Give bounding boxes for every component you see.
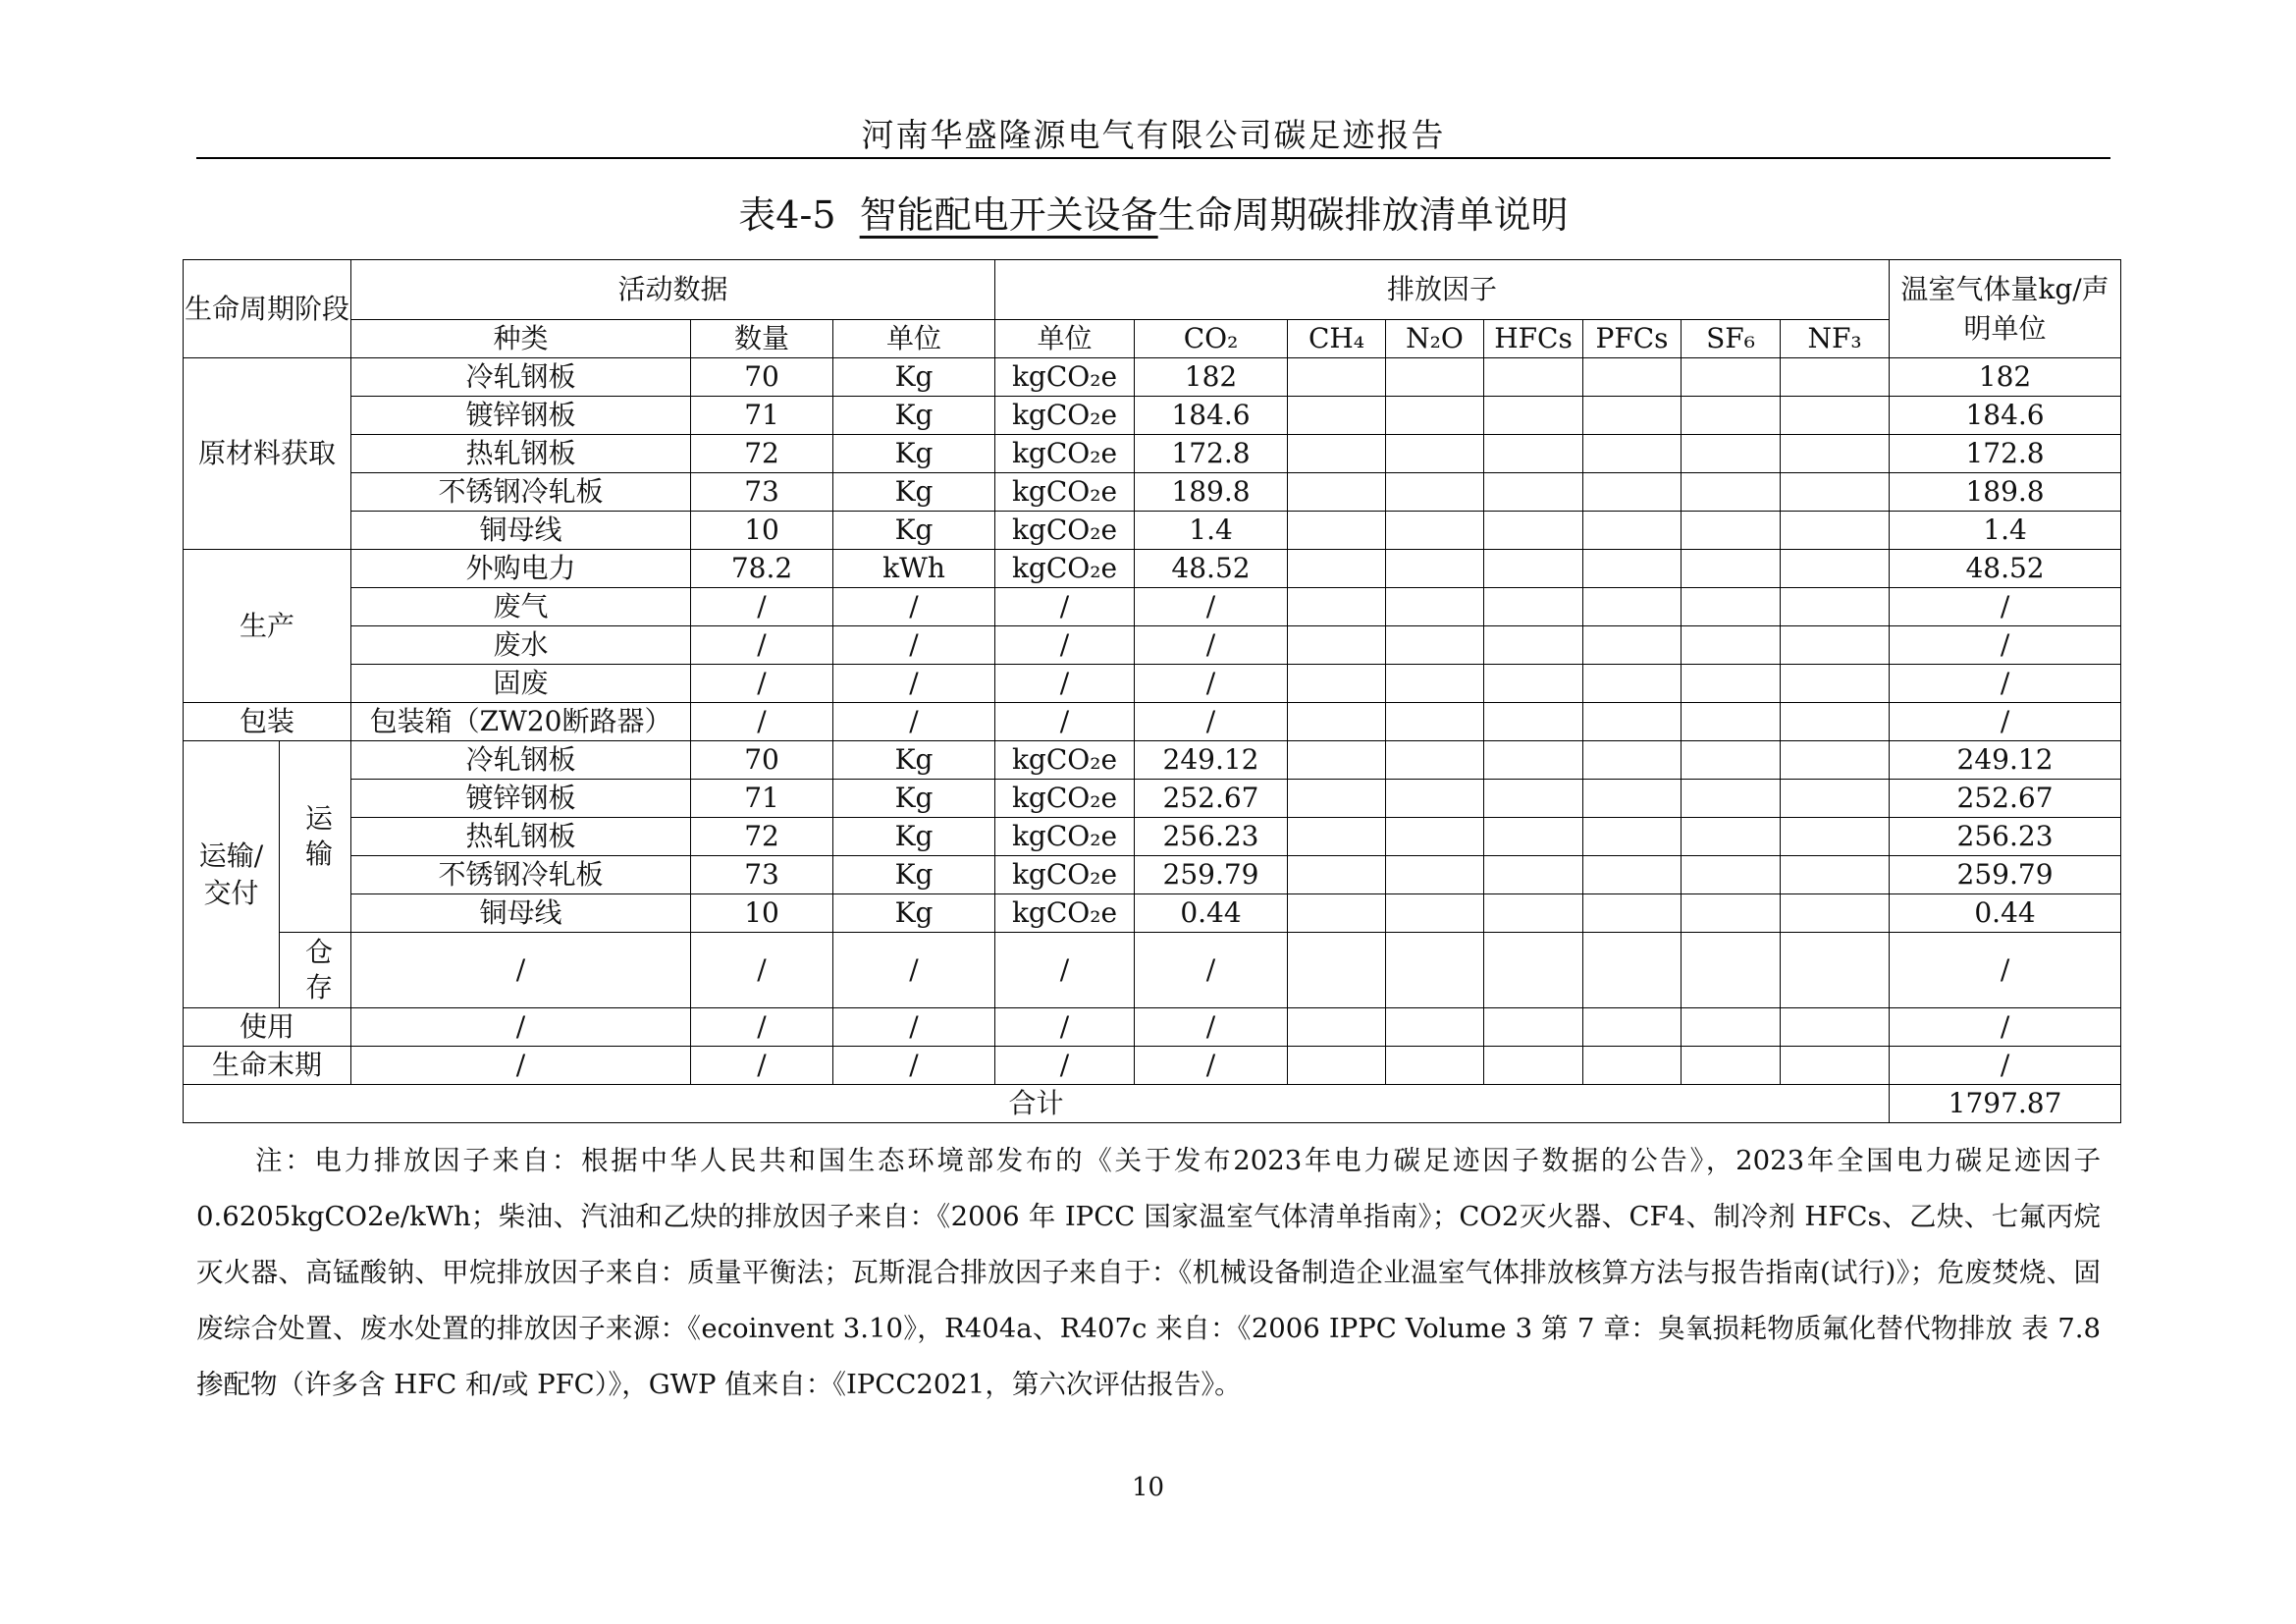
production-row-gas-empty xyxy=(1288,626,1386,665)
header-factor-unit: 单位 xyxy=(995,320,1135,358)
table-row xyxy=(184,588,2121,626)
raw-row-gas-empty xyxy=(1781,512,1890,550)
raw-row-unit: Kg xyxy=(833,512,995,550)
production-row-total: 48.52 xyxy=(1890,550,2121,588)
transport-row-gas-empty xyxy=(1781,894,1890,933)
table-row xyxy=(184,473,2121,512)
production-row-gas-empty xyxy=(1583,626,1682,665)
raw-row-gas-empty xyxy=(1484,473,1583,512)
transport-row-gas-empty xyxy=(1484,894,1583,933)
raw-row-gas-empty xyxy=(1484,512,1583,550)
production-row-factor-unit: / xyxy=(995,626,1135,665)
transport-row-gas-empty xyxy=(1386,894,1484,933)
packaging-row-gas-empty xyxy=(1583,703,1682,741)
raw-row-gas-empty xyxy=(1682,435,1781,473)
storage-row-gas-empty xyxy=(1288,933,1386,1008)
table-row xyxy=(184,818,2121,856)
raw-row-qty: 70 xyxy=(691,358,833,397)
transport-row-gas-empty xyxy=(1781,780,1890,818)
production-row-co2: / xyxy=(1135,626,1288,665)
end-of-life-row-unit: / xyxy=(833,1047,995,1085)
end-of-life-row-gas-empty xyxy=(1781,1047,1890,1085)
production-row-gas-empty xyxy=(1583,665,1682,703)
page-number: 10 xyxy=(1131,1473,1165,1502)
raw-row-unit: Kg xyxy=(833,473,995,512)
transport-row-factor-unit: kgCO₂e xyxy=(995,894,1135,933)
storage-row-factor-unit: / xyxy=(995,933,1135,1008)
transport-row-kind: 不锈钢冷轧板 xyxy=(351,856,691,894)
production-row-gas-empty xyxy=(1781,665,1890,703)
raw-row-gas-empty xyxy=(1288,358,1386,397)
table-row xyxy=(184,856,2121,894)
table-row xyxy=(184,1047,2121,1085)
stage-end-of-life: 生命末期 xyxy=(184,1047,351,1085)
transport-row-gas-empty xyxy=(1288,894,1386,933)
transport-row-kind: 热轧钢板 xyxy=(351,818,691,856)
raw-row-gas-empty xyxy=(1781,473,1890,512)
production-row-gas-empty xyxy=(1484,665,1583,703)
table-title xyxy=(196,185,2110,239)
production-row-gas-empty xyxy=(1386,550,1484,588)
table-row xyxy=(184,626,2121,665)
stage-raw-materials: 原材料获取 xyxy=(184,358,351,550)
transport-row-qty: 73 xyxy=(691,856,833,894)
page-header: 河南华盛隆源电气有限公司碳足迹报告 xyxy=(861,116,1446,154)
header-nf3: NF₃ xyxy=(1781,320,1890,358)
transport-row-gas-empty xyxy=(1288,818,1386,856)
transport-row-gas-empty xyxy=(1583,856,1682,894)
end-of-life-row-factor-unit: / xyxy=(995,1047,1135,1085)
production-row-unit: / xyxy=(833,588,995,626)
table-row xyxy=(184,665,2121,703)
raw-row-factor-unit: kgCO₂e xyxy=(995,473,1135,512)
production-row-qty: 78.2 xyxy=(691,550,833,588)
transport-row-unit: Kg xyxy=(833,741,995,780)
header-factor: 排放因子 xyxy=(995,260,1890,320)
header-pfcs: PFCs xyxy=(1583,320,1682,358)
packaging-row-co2: / xyxy=(1135,703,1288,741)
end-of-life-row-gas-empty xyxy=(1386,1047,1484,1085)
use-row-gas-empty xyxy=(1583,1008,1682,1047)
transport-row-gas-empty xyxy=(1583,741,1682,780)
header-n2o: N₂O xyxy=(1386,320,1484,358)
transport-row-gas-empty xyxy=(1484,856,1583,894)
transport-row-gas-empty xyxy=(1682,818,1781,856)
packaging-row-gas-empty xyxy=(1288,703,1386,741)
production-row-total: / xyxy=(1890,588,2121,626)
storage-row-kind: / xyxy=(351,933,691,1008)
raw-row-gas-empty xyxy=(1386,512,1484,550)
header-ch4: CH₄ xyxy=(1288,320,1386,358)
header-unit: 单位 xyxy=(833,320,995,358)
transport-row-qty: 10 xyxy=(691,894,833,933)
stage-transport-delivery: 运输/交付 xyxy=(184,741,280,1008)
production-row-factor-unit: kgCO₂e xyxy=(995,550,1135,588)
raw-row-gas-empty xyxy=(1682,397,1781,435)
raw-row-kind: 铜母线 xyxy=(351,512,691,550)
stage-use: 使用 xyxy=(184,1008,351,1047)
use-row-gas-empty xyxy=(1386,1008,1484,1047)
use-row-co2: / xyxy=(1135,1008,1288,1047)
end-of-life-row-gas-empty xyxy=(1583,1047,1682,1085)
transport-row-gas-empty xyxy=(1288,856,1386,894)
table-row xyxy=(184,550,2121,588)
table-title-suffix: 生命周期碳排放清单说明 xyxy=(1157,193,1569,237)
raw-row-factor-unit: kgCO₂e xyxy=(995,512,1135,550)
end-of-life-row-total: / xyxy=(1890,1047,2121,1085)
production-row-gas-empty xyxy=(1288,550,1386,588)
transport-row-total: 0.44 xyxy=(1890,894,2121,933)
use-row-gas-empty xyxy=(1682,1008,1781,1047)
raw-row-total: 189.8 xyxy=(1890,473,2121,512)
storage-row-unit: / xyxy=(833,933,995,1008)
transport-row-co2: 252.67 xyxy=(1135,780,1288,818)
transport-row-total: 252.67 xyxy=(1890,780,2121,818)
raw-row-co2: 184.6 xyxy=(1135,397,1288,435)
table-row xyxy=(184,397,2121,435)
raw-row-gas-empty xyxy=(1484,435,1583,473)
transport-row-gas-empty xyxy=(1682,894,1781,933)
storage-row-qty: / xyxy=(691,933,833,1008)
transport-row-co2: 249.12 xyxy=(1135,741,1288,780)
raw-row-total: 172.8 xyxy=(1890,435,2121,473)
raw-row-gas-empty xyxy=(1781,358,1890,397)
carbon-inventory-table xyxy=(183,259,2121,1123)
raw-row-gas-empty xyxy=(1682,512,1781,550)
transport-row-co2: 256.23 xyxy=(1135,818,1288,856)
transport-row-unit: Kg xyxy=(833,780,995,818)
raw-row-unit: Kg xyxy=(833,358,995,397)
packaging-row-qty: / xyxy=(691,703,833,741)
use-row-gas-empty xyxy=(1781,1008,1890,1047)
raw-row-total: 182 xyxy=(1890,358,2121,397)
raw-row-gas-empty xyxy=(1288,512,1386,550)
packaging-row-total: / xyxy=(1890,703,2121,741)
raw-row-unit: Kg xyxy=(833,435,995,473)
transport-row-gas-empty xyxy=(1583,818,1682,856)
production-row-gas-empty xyxy=(1288,665,1386,703)
raw-row-unit: Kg xyxy=(833,397,995,435)
raw-row-gas-empty xyxy=(1781,435,1890,473)
table-title-product: 智能配电开关设备 xyxy=(859,193,1158,237)
use-row-factor-unit: / xyxy=(995,1008,1135,1047)
use-row-unit: / xyxy=(833,1008,995,1047)
production-row-gas-empty xyxy=(1583,588,1682,626)
transport-row-gas-empty xyxy=(1386,780,1484,818)
table-row xyxy=(184,435,2121,473)
table-row xyxy=(184,703,2121,741)
transport-row-qty: 71 xyxy=(691,780,833,818)
transport-row-co2: 259.79 xyxy=(1135,856,1288,894)
raw-row-kind: 不锈钢冷轧板 xyxy=(351,473,691,512)
production-row-kind: 废气 xyxy=(351,588,691,626)
raw-row-gas-empty xyxy=(1386,435,1484,473)
production-row-kind: 固废 xyxy=(351,665,691,703)
transport-row-factor-unit: kgCO₂e xyxy=(995,741,1135,780)
production-row-gas-empty xyxy=(1386,588,1484,626)
table-row xyxy=(184,512,2121,550)
transport-row-gas-empty xyxy=(1781,741,1890,780)
header-qty: 数量 xyxy=(691,320,833,358)
table-row xyxy=(184,933,2121,1008)
transport-row-gas-empty xyxy=(1583,894,1682,933)
sub-stage-storage: 仓存 xyxy=(280,933,351,1008)
transport-row-gas-empty xyxy=(1386,856,1484,894)
table-row xyxy=(184,741,2121,780)
table-total-row xyxy=(184,1085,2121,1123)
raw-row-kind: 镀锌钢板 xyxy=(351,397,691,435)
end-of-life-row-gas-empty xyxy=(1288,1047,1386,1085)
production-row-factor-unit: / xyxy=(995,665,1135,703)
use-row-gas-empty xyxy=(1484,1008,1583,1047)
production-row-gas-empty xyxy=(1288,588,1386,626)
packaging-row-gas-empty xyxy=(1781,703,1890,741)
production-row-gas-empty xyxy=(1583,550,1682,588)
transport-row-qty: 72 xyxy=(691,818,833,856)
transport-row-factor-unit: kgCO₂e xyxy=(995,818,1135,856)
raw-row-co2: 1.4 xyxy=(1135,512,1288,550)
transport-row-co2: 0.44 xyxy=(1135,894,1288,933)
storage-row-gas-empty xyxy=(1386,933,1484,1008)
table-row xyxy=(184,894,2121,933)
raw-row-gas-empty xyxy=(1288,435,1386,473)
raw-row-gas-empty xyxy=(1583,512,1682,550)
header-rule xyxy=(196,157,2110,159)
table-title-prefix: 表4-5 xyxy=(738,193,860,237)
production-row-gas-empty xyxy=(1484,550,1583,588)
raw-row-gas-empty xyxy=(1386,358,1484,397)
production-row-gas-empty xyxy=(1682,626,1781,665)
packaging-row-unit: / xyxy=(833,703,995,741)
transport-row-gas-empty xyxy=(1288,780,1386,818)
end-of-life-row-kind: / xyxy=(351,1047,691,1085)
raw-row-co2: 172.8 xyxy=(1135,435,1288,473)
transport-row-gas-empty xyxy=(1386,741,1484,780)
raw-row-factor-unit: kgCO₂e xyxy=(995,435,1135,473)
production-row-unit: / xyxy=(833,665,995,703)
storage-row-co2: / xyxy=(1135,933,1288,1008)
header-co2: CO₂ xyxy=(1135,320,1288,358)
raw-row-gas-empty xyxy=(1288,473,1386,512)
raw-row-gas-empty xyxy=(1682,358,1781,397)
use-row-kind: / xyxy=(351,1008,691,1047)
transport-row-gas-empty xyxy=(1484,780,1583,818)
transport-row-gas-empty xyxy=(1682,741,1781,780)
production-row-gas-empty xyxy=(1682,550,1781,588)
production-row-gas-empty xyxy=(1781,550,1890,588)
header-activity: 活动数据 xyxy=(351,260,995,320)
production-row-gas-empty xyxy=(1781,626,1890,665)
total-value: 1797.87 xyxy=(1890,1085,2121,1123)
header-ghg: 温室气体量kg/声明单位 xyxy=(1890,260,2121,358)
transport-row-total: 259.79 xyxy=(1890,856,2121,894)
transport-row-total: 249.12 xyxy=(1890,741,2121,780)
production-row-kind: 外购电力 xyxy=(351,550,691,588)
storage-row-gas-empty xyxy=(1682,933,1781,1008)
raw-row-qty: 71 xyxy=(691,397,833,435)
transport-row-kind: 镀锌钢板 xyxy=(351,780,691,818)
transport-row-kind: 铜母线 xyxy=(351,894,691,933)
transport-row-unit: Kg xyxy=(833,856,995,894)
use-row-total: / xyxy=(1890,1008,2121,1047)
header-sf6: SF₆ xyxy=(1682,320,1781,358)
raw-row-gas-empty xyxy=(1288,397,1386,435)
packaging-row-gas-empty xyxy=(1682,703,1781,741)
raw-row-co2: 182 xyxy=(1135,358,1288,397)
transport-row-total: 256.23 xyxy=(1890,818,2121,856)
transport-row-factor-unit: kgCO₂e xyxy=(995,856,1135,894)
transport-row-gas-empty xyxy=(1583,780,1682,818)
transport-row-kind: 冷轧钢板 xyxy=(351,741,691,780)
raw-row-kind: 冷轧钢板 xyxy=(351,358,691,397)
raw-row-gas-empty xyxy=(1781,397,1890,435)
header-hfcs: HFCs xyxy=(1484,320,1583,358)
end-of-life-row-qty: / xyxy=(691,1047,833,1085)
raw-row-total: 184.6 xyxy=(1890,397,2121,435)
production-row-qty: / xyxy=(691,665,833,703)
end-of-life-row-co2: / xyxy=(1135,1047,1288,1085)
header-kind: 种类 xyxy=(351,320,691,358)
raw-row-gas-empty xyxy=(1386,397,1484,435)
transport-row-unit: Kg xyxy=(833,894,995,933)
stage-packaging: 包装 xyxy=(184,703,351,741)
table-note: 注：电力排放因子来自：根据中华人民共和国生态环境部发布的《关于发布2023年电力碳足迹因子数据的公告》，2023年全国电力碳足迹因子0.6205kgCO2e/kWh；柴油、汽油和乙炔的排放因子来自：《2006 年 IPCC 国家温室气体清单指南》；CO2灭火器、CF4、制冷剂 HFCs、乙炔、七氟丙烷灭火器、高锰酸钠、甲烷排放因子来自：质量平衡法；瓦斯混合排放因子来自于：《机械设备制造企业温室气体排放核算方法与报告指南(试行)》；危废焚烧、固废综合处置、废水处置的排放因子来源：《ecoinvent 3.10》，R404a、R407c 来自：《2006 IPPC Volume 3 第 7 章：臭氧损耗物质氟化替代物排放 表 7.8 掺配物（许多含 HFC 和/或 PFC）》，GWP 值来自：《IPCC2021，第六次评估报告》。 xyxy=(196,1145,2101,1400)
table-row xyxy=(184,358,2121,397)
sub-stage-transport: 运输 xyxy=(280,741,351,933)
raw-row-kind: 热轧钢板 xyxy=(351,435,691,473)
transport-row-gas-empty xyxy=(1288,741,1386,780)
production-row-gas-empty xyxy=(1484,626,1583,665)
transport-row-unit: Kg xyxy=(833,818,995,856)
transport-row-gas-empty xyxy=(1781,856,1890,894)
raw-row-qty: 73 xyxy=(691,473,833,512)
transport-row-gas-empty xyxy=(1484,741,1583,780)
production-row-factor-unit: / xyxy=(995,588,1135,626)
raw-row-total: 1.4 xyxy=(1890,512,2121,550)
end-of-life-row-gas-empty xyxy=(1484,1047,1583,1085)
packaging-row-gas-empty xyxy=(1484,703,1583,741)
production-row-gas-empty xyxy=(1484,588,1583,626)
production-row-co2: / xyxy=(1135,665,1288,703)
transport-row-qty: 70 xyxy=(691,741,833,780)
raw-row-gas-empty xyxy=(1583,473,1682,512)
production-row-qty: / xyxy=(691,626,833,665)
packaging-row-gas-empty xyxy=(1386,703,1484,741)
production-row-gas-empty xyxy=(1386,665,1484,703)
storage-row-total: / xyxy=(1890,933,2121,1008)
production-row-gas-empty xyxy=(1682,588,1781,626)
raw-row-co2: 189.8 xyxy=(1135,473,1288,512)
raw-row-gas-empty xyxy=(1583,435,1682,473)
production-row-co2: / xyxy=(1135,588,1288,626)
transport-row-gas-empty xyxy=(1781,818,1890,856)
transport-row-gas-empty xyxy=(1682,856,1781,894)
storage-row-gas-empty xyxy=(1484,933,1583,1008)
production-row-total: / xyxy=(1890,626,2121,665)
production-row-gas-empty xyxy=(1781,588,1890,626)
raw-row-qty: 72 xyxy=(691,435,833,473)
table-row xyxy=(184,1008,2121,1047)
production-row-qty: / xyxy=(691,588,833,626)
raw-row-gas-empty xyxy=(1484,397,1583,435)
header-stage: 生命周期阶段 xyxy=(184,260,351,358)
raw-row-factor-unit: kgCO₂e xyxy=(995,397,1135,435)
storage-row-gas-empty xyxy=(1781,933,1890,1008)
transport-row-factor-unit: kgCO₂e xyxy=(995,780,1135,818)
table-row xyxy=(184,780,2121,818)
raw-row-qty: 10 xyxy=(691,512,833,550)
raw-row-gas-empty xyxy=(1583,358,1682,397)
use-row-gas-empty xyxy=(1288,1008,1386,1047)
storage-row-gas-empty xyxy=(1583,933,1682,1008)
transport-row-gas-empty xyxy=(1682,780,1781,818)
raw-row-gas-empty xyxy=(1682,473,1781,512)
total-label: 合计 xyxy=(184,1085,1890,1123)
production-row-gas-empty xyxy=(1386,626,1484,665)
end-of-life-row-gas-empty xyxy=(1682,1047,1781,1085)
raw-row-gas-empty xyxy=(1386,473,1484,512)
raw-row-gas-empty xyxy=(1583,397,1682,435)
transport-row-gas-empty xyxy=(1386,818,1484,856)
stage-production: 生产 xyxy=(184,550,351,703)
packaging-row-kind: 包装箱（ZW20断路器） xyxy=(351,703,691,741)
raw-row-gas-empty xyxy=(1484,358,1583,397)
raw-row-factor-unit: kgCO₂e xyxy=(995,358,1135,397)
production-row-unit: / xyxy=(833,626,995,665)
production-row-total: / xyxy=(1890,665,2121,703)
production-row-gas-empty xyxy=(1682,665,1781,703)
production-row-co2: 48.52 xyxy=(1135,550,1288,588)
production-row-unit: kWh xyxy=(833,550,995,588)
production-row-kind: 废水 xyxy=(351,626,691,665)
packaging-row-factor-unit: / xyxy=(995,703,1135,741)
use-row-qty: / xyxy=(691,1008,833,1047)
transport-row-gas-empty xyxy=(1484,818,1583,856)
